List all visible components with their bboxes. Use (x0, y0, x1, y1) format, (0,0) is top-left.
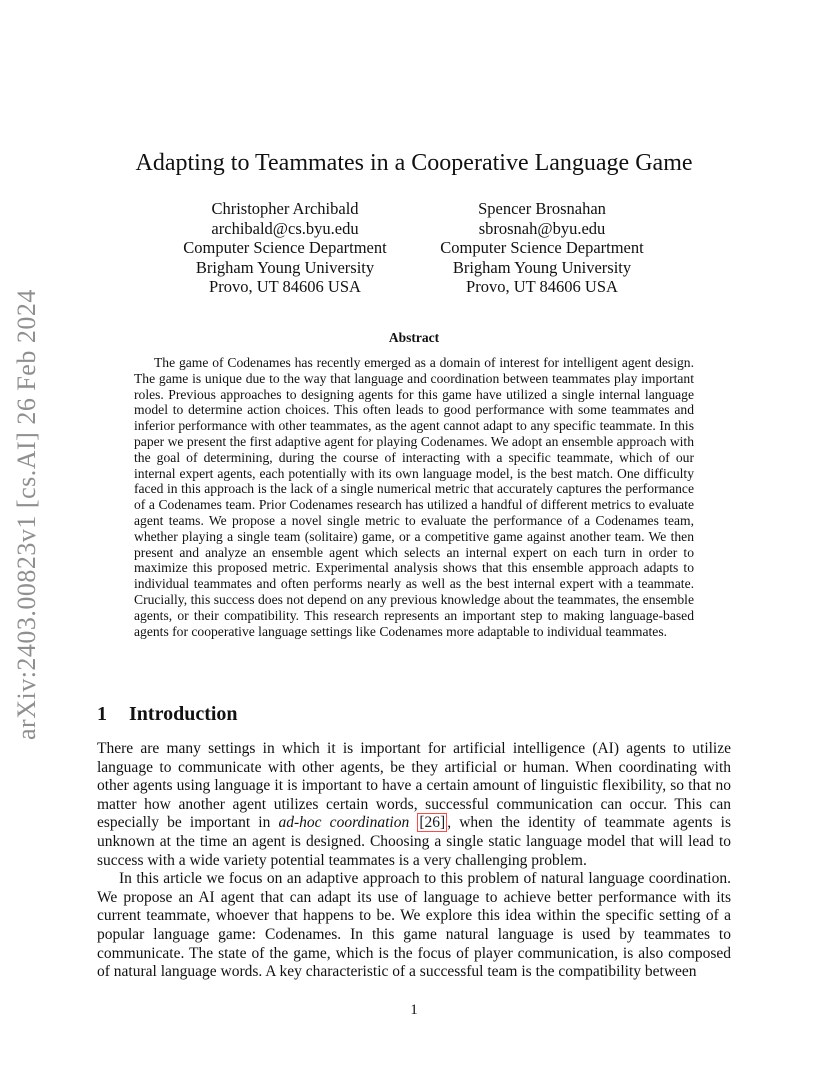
page-number: 1 (410, 1002, 418, 1018)
section-number: 1 (97, 703, 107, 725)
author-address: Provo, UT 84606 USA (209, 277, 361, 296)
author-email: sbrosnah@byu.edu (478, 218, 606, 238)
section-heading (97, 703, 238, 726)
author-address: Provo, UT 84606 USA (466, 277, 618, 296)
intro-italic-term: ad-hoc coordination (278, 814, 410, 832)
author-name: Christopher Archibald (211, 199, 359, 218)
author-department: Computer Science Department (183, 238, 387, 257)
section-title: Introduction (129, 703, 238, 725)
author-university: Brigham Young University (195, 257, 375, 277)
citation-link[interactable]: [26] (419, 814, 446, 832)
introduction-body (97, 740, 731, 982)
author-block-2 (422, 199, 662, 297)
author-department: Computer Science Department (440, 238, 644, 257)
author-block-1 (165, 199, 405, 297)
abstract-heading: Abstract (388, 330, 440, 345)
paper-title: Adapting to Teammates in a Cooperative Language Game (135, 150, 693, 176)
intro-text: There are many settings in which it is important for artificial intelligence (AI) agents to utilize language to communicate with other agents, be they artificial or human. When coordinating with other agents using language it is important to have a certain amount of linguistic flexibility, so that no matter how another agent utilizes certain words, successful communication can occur. This can especially be important in (97, 740, 731, 832)
intro-paragraph-1 (97, 740, 731, 870)
arxiv-identifier: arXiv:2403.00823v1 [cs.AI] 26 Feb 2024 (12, 289, 41, 740)
author-name: Spencer Brosnahan (478, 199, 606, 218)
abstract-text: The game of Codenames has recently emerged as a domain of interest for intelligent agent design. The game is unique due to the way that language and coordination between teammates play important roles. Previous approaches to designing agents for this game have utilized a single internal language model to determine action choices. This often leads to good performance with some teammates and inferior performance with other teammates, as the agent cannot adapt to any specific teammate. In this paper we present the first adaptive agent for playing Codenames. We adopt an ensemble approach with the goal of determining, during the course of interacting with a specific teammate, which of our internal expert agents, each potentially with its own language model, is the best match. One difficulty faced in this approach is the lack of a single numerical metric that accurately captures the performance of a Codenames team. Prior Codenames research has utilized a handful of different metrics to evaluate agent teams. We propose a novel single metric to evaluate the performance of a Codenames team, whether playing a single team (solitaire) game, or a competitive game against another team. We then present and analyze an ensemble agent which selects an internal expert on each turn in order to maximize this proposed metric. Experimental analysis shows that this ensemble approach adapts to individual teammates and often performs nearly as well as the best internal expert with a teammate. Crucially, this success does not depend on any previous knowledge about the teammates, the ensemble agents, or their compatibility. This research represents an important step to making language-based agents for cooperative language settings like Codenames more adaptable to individual teammates. (134, 355, 694, 639)
intro-paragraph-2: In this article we focus on an adaptive approach to this problem of natural language coordination. We propose an AI agent that can adapt its use of language to achieve better performance with its current teammate, whoever that happens to be. We explore this idea within the specific setting of a popular language game: Codenames. In this game natural language is used by teammates to communicate. The state of the game, which is the focus of player communication, is also composed of natural language words. A key characteristic of a successful team is the compatibility between (97, 870, 731, 981)
author-university: Brigham Young University (452, 257, 632, 277)
intro-text: , when the identity of teammate agents is unknown at the time an agent is designed. Choosing a single static language model that will lead to success with a wide variety potential teammates is a very challenging problem. (97, 814, 732, 869)
author-email: archibald@cs.byu.edu (211, 218, 359, 238)
